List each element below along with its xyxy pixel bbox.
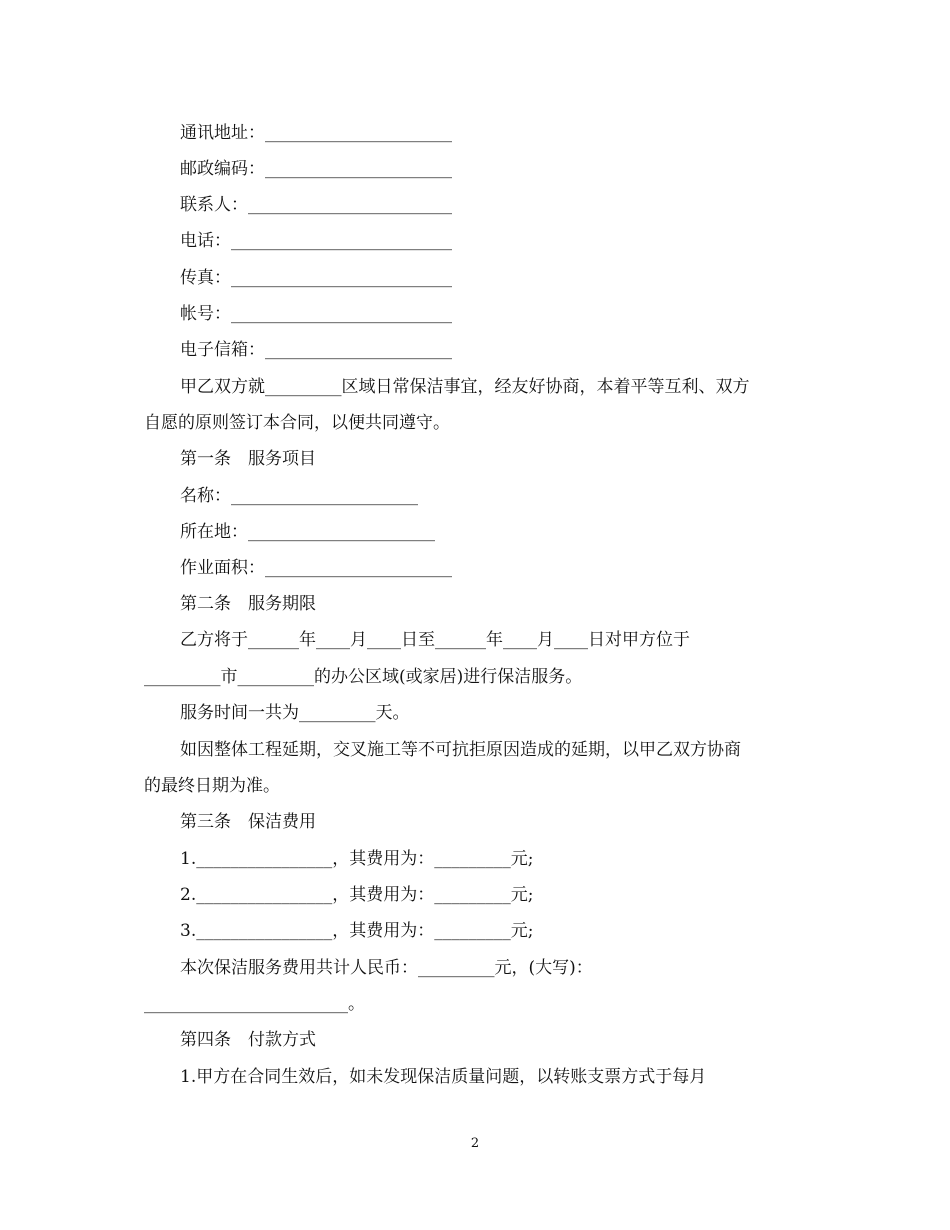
postal-code-line: 邮政编码：______________________ bbox=[180, 159, 452, 179]
fee-item-2: 2.________________，其费用为：_________元; bbox=[180, 885, 534, 905]
article-1-heading: 第一条 服务项目 bbox=[180, 449, 316, 469]
page-number: 2 bbox=[470, 1136, 480, 1151]
delay-paragraph-line-1: 如因整体工程延期，交叉施工等不可抗拒原因造成的延期，以甲乙双方协商 bbox=[180, 740, 741, 760]
total-fee-line-1: 本次保洁服务费用共计人民币：_________元，(大写)： bbox=[180, 958, 593, 978]
intro-paragraph-line-2: 自愿的原则签订本合同，以便共同遵守。 bbox=[144, 413, 450, 433]
email-line: 电子信箱：______________________ bbox=[180, 340, 452, 360]
service-period-line-1: 乙方将于______年____月____日至______年____月____日对甲方位于 bbox=[180, 630, 690, 650]
fax-line: 传真：__________________________ bbox=[180, 268, 452, 288]
article-3-heading: 第三条 保洁费用 bbox=[180, 812, 316, 832]
account-line: 帐号：__________________________ bbox=[180, 304, 452, 324]
contact-person-line: 联系人：________________________ bbox=[180, 195, 452, 215]
service-duration-line: 服务时间一共为_________天。 bbox=[180, 703, 410, 723]
article-2-heading: 第二条 服务期限 bbox=[180, 594, 316, 614]
fee-item-1: 1.________________，其费用为：_________元; bbox=[180, 849, 534, 869]
article-4-heading: 第四条 付款方式 bbox=[180, 1030, 316, 1050]
intro-paragraph-line-1: 甲乙双方就_________区域日常保洁事宜，经友好协商，本着平等互利、双方 bbox=[180, 377, 750, 397]
payment-line-1: 1.甲方在合同生效后，如未发现保洁质量问题，以转账支票方式于每月 bbox=[180, 1067, 707, 1087]
phone-line: 电话：__________________________ bbox=[180, 231, 452, 251]
total-fee-line-2: ________________________。 bbox=[144, 994, 365, 1014]
delay-paragraph-line-2: 的最终日期为准。 bbox=[144, 776, 280, 796]
location-line: 所在地：______________________ bbox=[180, 522, 435, 542]
work-area-line: 作业面积：______________________ bbox=[180, 558, 452, 578]
fee-item-3: 3.________________，其费用为：_________元; bbox=[180, 921, 534, 941]
service-period-line-2: _________市_________的办公区域(或家居)进行保洁服务。 bbox=[144, 667, 583, 687]
name-line: 名称：______________________ bbox=[180, 486, 418, 506]
contact-address-line: 通讯地址：______________________ bbox=[180, 123, 452, 143]
